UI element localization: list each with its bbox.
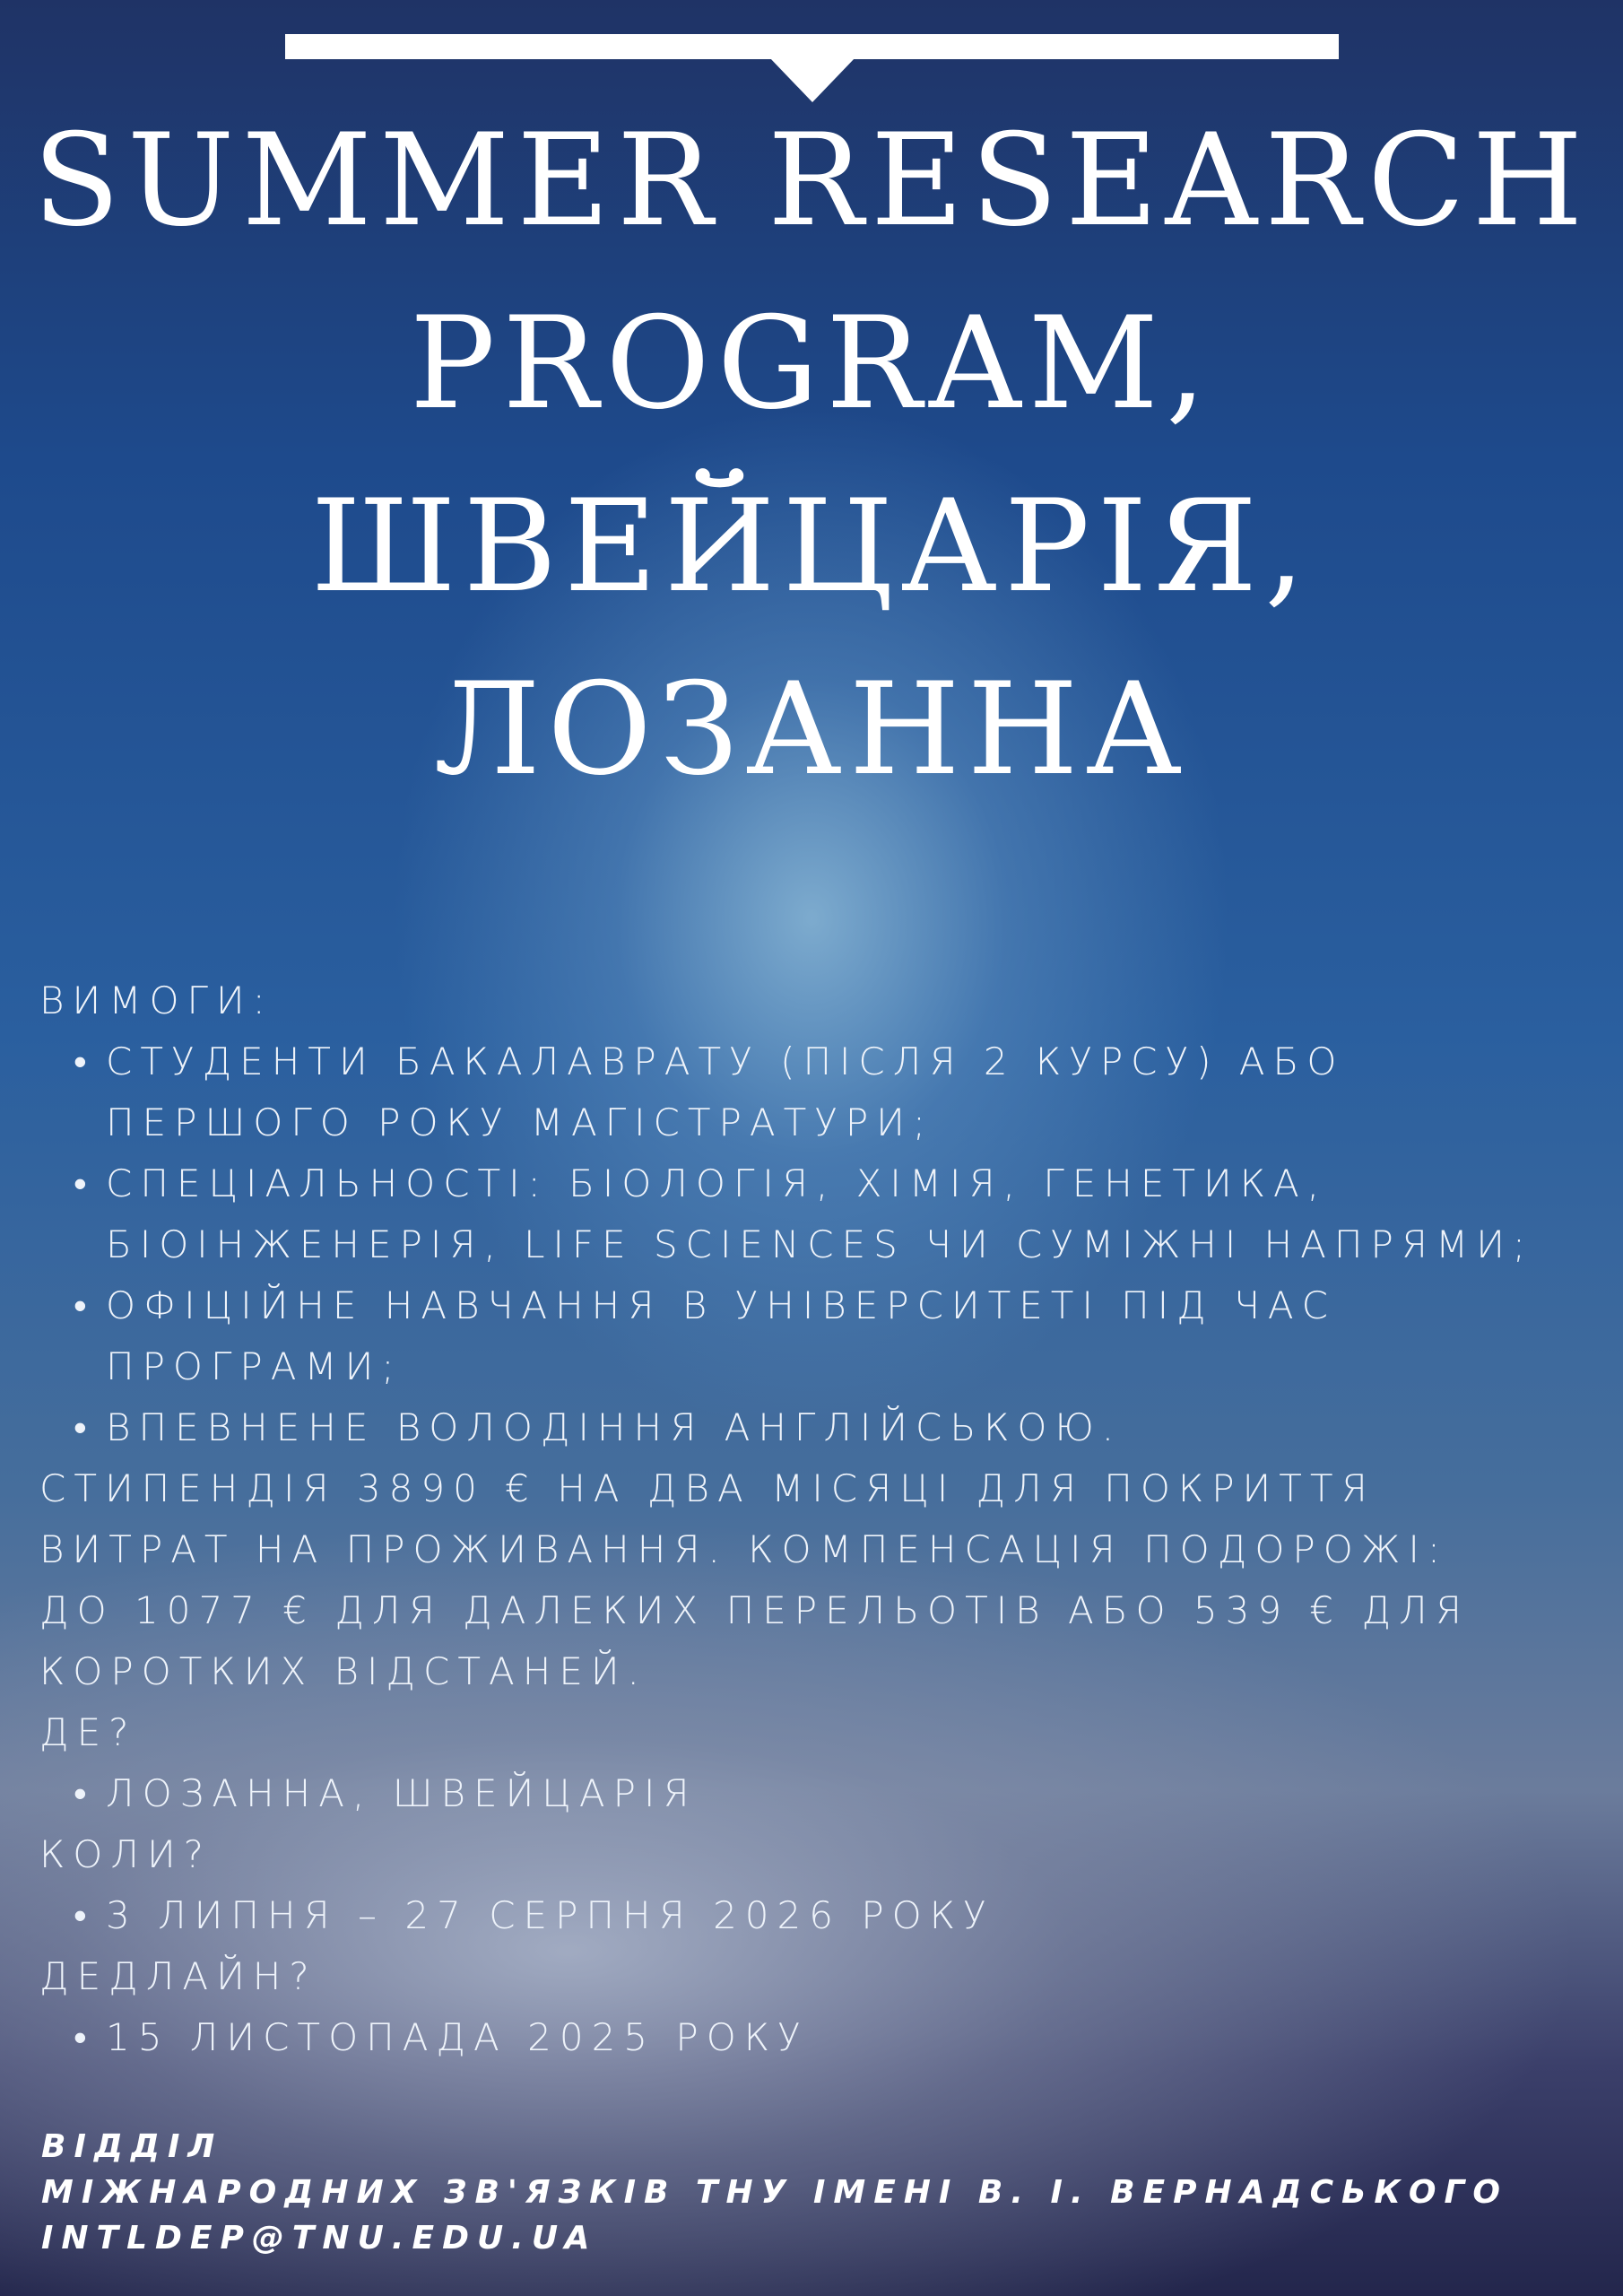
requirement-3-line-2: ПРОГРАМИ; bbox=[106, 1344, 403, 1388]
requirement-item-3 bbox=[39, 1275, 1600, 1397]
stipend-line-1: СТИПЕНДІЯ 3890 € НА ДВА МІСЯЦІ ДЛЯ ПОКРИТТЯ bbox=[39, 1466, 1376, 1510]
deadline-value: • 15 ЛИСТОПАДА 2025 РОКУ bbox=[106, 2015, 809, 2059]
requirement-item-1 bbox=[39, 1031, 1600, 1153]
requirement-2-line-2: БІОІНЖЕНЕРІЯ, LIFE SCIENCES ЧИ СУМІЖНІ НАПРЯМИ; bbox=[106, 1222, 1534, 1266]
requirement-2-line-1: • СПЕЦІАЛЬНОСТІ: БІОЛОГІЯ, ХІМІЯ, ГЕНЕТИКА, bbox=[106, 1161, 1328, 1205]
stipend-line-3: ДО 1077 € ДЛЯ ДАЛЕКИХ ПЕРЕЛЬОТІВ АБО 539 € ДЛЯ bbox=[39, 1588, 1470, 1632]
where-heading: ДЕ? bbox=[39, 1710, 137, 1754]
stipend-line-2: ВИТРАТ НА ПРОЖИВАННЯ. КОМПЕНСАЦІЯ ПОДОРОЖІ: bbox=[39, 1527, 1448, 1571]
stipend-line-4: КОРОТКИХ ВІДСТАНЕЙ. bbox=[39, 1649, 647, 1693]
requirement-4-line-1: • ВПЕВНЕНЕ ВОЛОДІННЯ АНГЛІЙСЬКОЮ. bbox=[106, 1405, 1123, 1449]
deadline-heading: ДЕДЛАЙН? bbox=[39, 1954, 317, 1998]
requirement-item-2 bbox=[39, 1153, 1600, 1275]
poster-title bbox=[0, 90, 1623, 822]
requirements-heading: ВИМОГИ: bbox=[39, 978, 273, 1022]
when-heading: КОЛИ? bbox=[39, 1832, 212, 1876]
requirement-3-line-1: • ОФІЦІЙНЕ НАВЧАННЯ В УНІВЕРСИТЕТІ ПІД ЧАС bbox=[106, 1283, 1336, 1327]
where-value: • ЛОЗАННА, ШВЕЙЦАРІЯ bbox=[106, 1771, 698, 1815]
where-item bbox=[39, 1763, 1600, 1824]
title-line-1: SUMMER RESEARCH bbox=[32, 107, 1591, 255]
footer-organization: МІЖНАРОДНИХ ЗВ'ЯЗКІВ ТНУ ІМЕНІ В. І. ВЕРНАДСЬКОГО bbox=[41, 2174, 1508, 2211]
when-value: • 3 ЛИПНЯ – 27 СЕРПНЯ 2026 РОКУ bbox=[106, 1893, 994, 1937]
deadline-item bbox=[39, 2007, 1600, 2068]
title-line-2: PROGRAM, bbox=[409, 290, 1214, 438]
footer-email[interactable]: INTLDEP@TNU.EDU.UA bbox=[41, 2220, 598, 2257]
requirement-1-line-2: ПЕРШОГО РОКУ МАГІСТРАТУРИ; bbox=[106, 1100, 934, 1144]
title-line-4: ЛОЗАННА bbox=[433, 656, 1190, 804]
footer-department: ВІДДІЛ bbox=[41, 2128, 223, 2165]
requirement-1-line-1: • СТУДЕНТИ БАКАЛАВРАТУ (ПІСЛЯ 2 КУРСУ) АБО bbox=[106, 1039, 1345, 1083]
when-item bbox=[39, 1885, 1600, 1946]
requirement-item-4 bbox=[39, 1397, 1600, 1458]
poster-content bbox=[39, 970, 1600, 2068]
title-line-3: ШВЕЙЦАРІЯ, bbox=[310, 473, 1313, 621]
contact-footer bbox=[41, 2124, 1601, 2261]
top-decorative-bar bbox=[285, 34, 1339, 59]
